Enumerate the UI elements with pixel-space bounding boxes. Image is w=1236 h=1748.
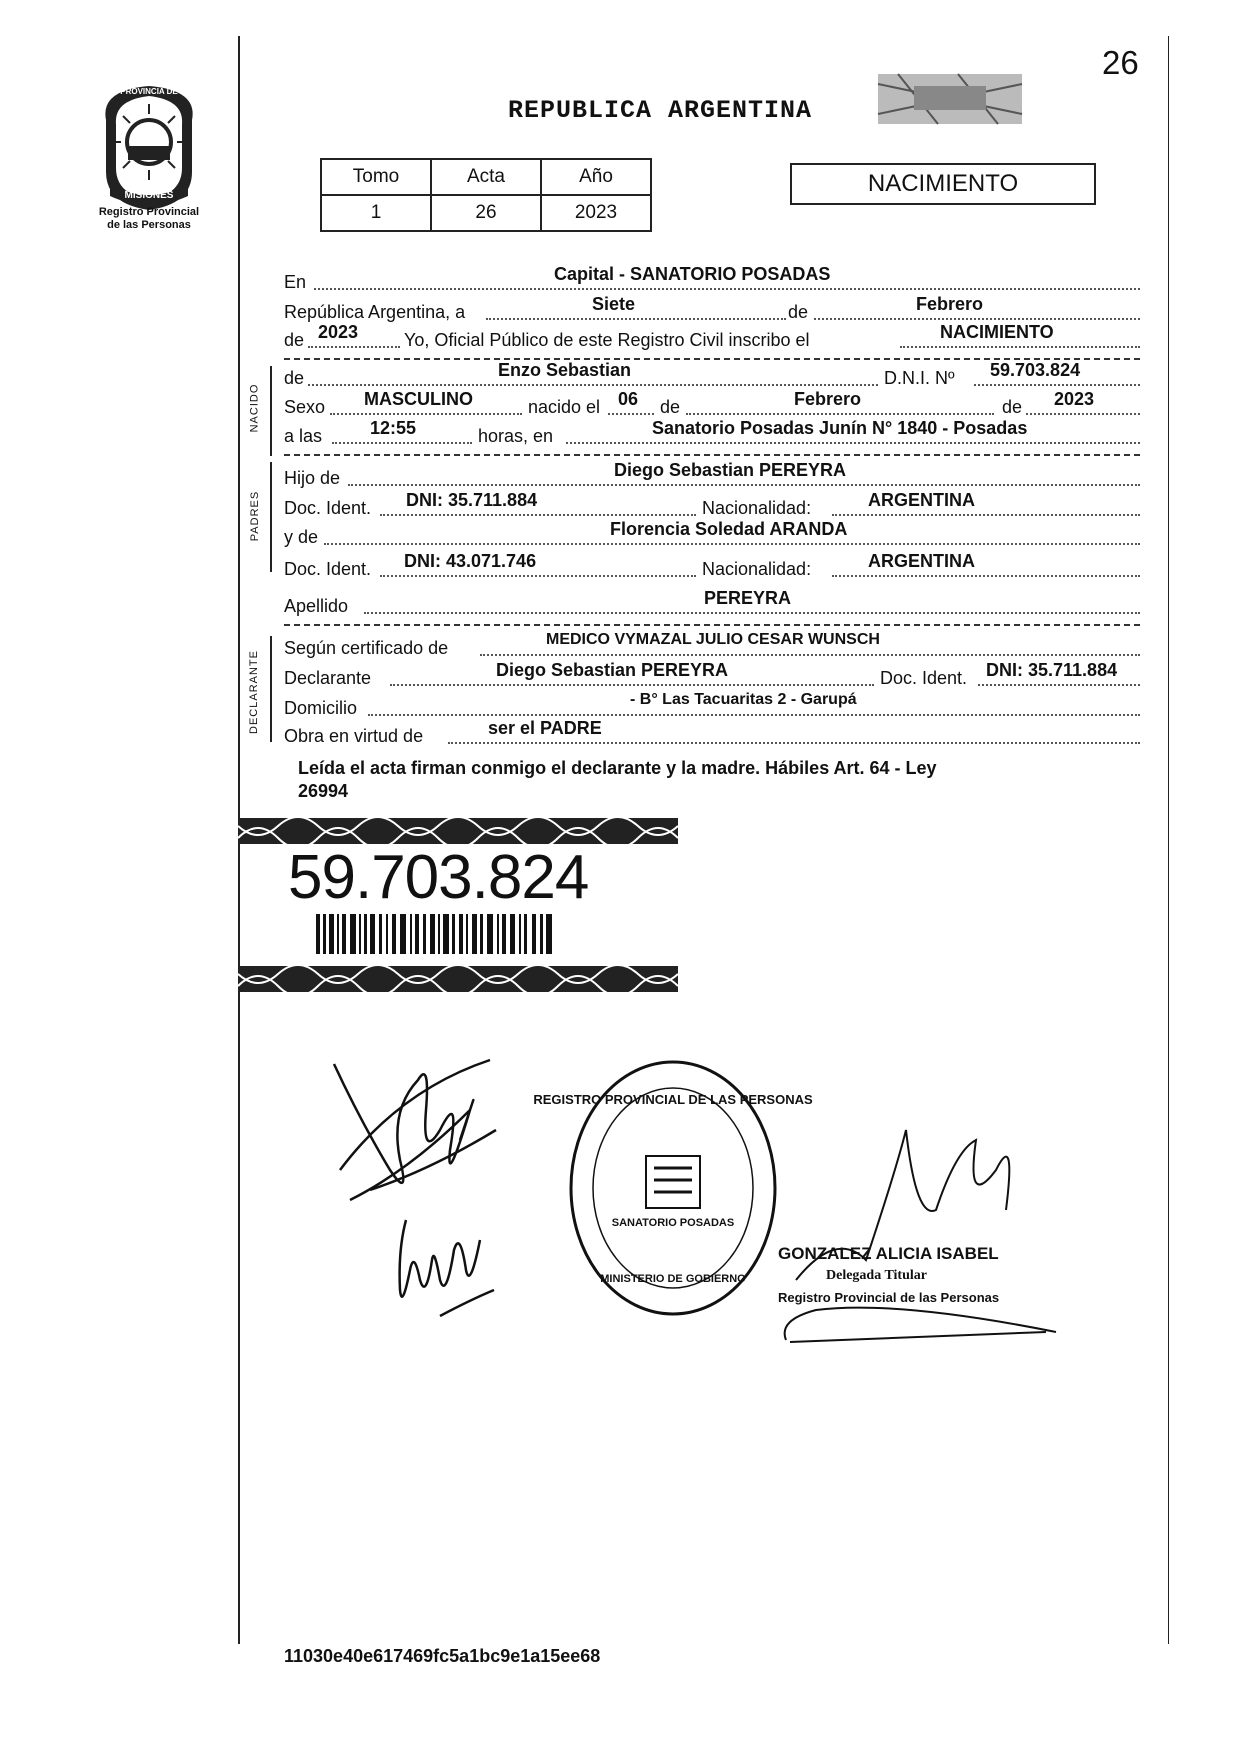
dotted-line	[332, 442, 472, 444]
right-margin-line	[1168, 36, 1169, 1644]
label-y-de: y de	[284, 527, 319, 547]
header-acta: Acta	[431, 159, 541, 195]
row-hora-lugar	[284, 418, 1140, 450]
dotted-line	[324, 543, 1140, 545]
label-de2: de	[660, 397, 681, 417]
label-nacionalidad-padre: Nacionalidad:	[702, 498, 812, 518]
dotted-line	[314, 288, 1140, 290]
label-declarante: Declarante	[284, 668, 372, 688]
dni-large: 59.703.824	[288, 843, 589, 912]
signature-declarante	[330, 1050, 500, 1210]
dotted-line	[608, 413, 654, 415]
section-bracket	[270, 636, 272, 742]
dotted-line	[486, 318, 786, 320]
document-hash: 11030e40e617469fc5a1bc9e1a15ee68	[284, 1646, 601, 1666]
row-obra	[284, 718, 1140, 750]
svg-text:MISIONES: MISIONES	[124, 190, 174, 201]
logo-caption-line2: de las Personas	[107, 219, 191, 231]
delegate-role: Delegada Titular	[826, 1268, 927, 1283]
label-de: de	[788, 302, 809, 322]
delegate-org: Registro Provincial de las Personas	[778, 1290, 1000, 1305]
value-lugar-nac: Sanatorio Posadas Junín N° 1840 - Posadas	[652, 418, 1028, 438]
label-horas-en: horas, en	[478, 426, 554, 446]
value-madre-doc: DNI: 43.071.746	[404, 551, 537, 571]
row-madre-doc	[284, 551, 1140, 583]
section-label-nacido: NACIDO	[248, 383, 261, 433]
register-header-row	[321, 159, 651, 195]
label-sexo: Sexo	[284, 397, 326, 417]
label-hijo-de: Hijo de	[284, 468, 341, 488]
svg-text:REGISTRO PROVINCIAL DE LAS PER: REGISTRO PROVINCIAL DE LAS PERSONAS	[533, 1092, 813, 1107]
label-de3: de	[1002, 397, 1023, 417]
header-anio: Año	[541, 159, 651, 195]
svg-text:MINISTERIO DE GOBIERNO: MINISTERIO DE GOBIERNO	[600, 1273, 746, 1285]
label-doc-ident-madre: Doc. Ident.	[284, 559, 372, 579]
value-apellido: PEREYRA	[704, 588, 792, 608]
row-domicilio	[284, 691, 1140, 722]
value-dia-letras: Siete	[592, 294, 636, 314]
label-nacido-el: nacido el	[528, 397, 601, 417]
svg-text:SANATORIO POSADAS: SANATORIO POSADAS	[611, 1217, 735, 1229]
dotted-line	[330, 413, 522, 415]
dotted-line	[448, 742, 1140, 744]
act-type-box: NACIMIENTO	[790, 163, 1096, 205]
barcode	[316, 914, 552, 954]
page-number: 26	[1102, 44, 1139, 81]
register-value-row	[321, 195, 651, 231]
section-label-padres: PADRES	[249, 490, 262, 542]
label-segun: Según certificado de	[284, 638, 449, 658]
value-sexo: MASCULINO	[364, 389, 473, 409]
label-dni: D.N.I. Nº	[884, 368, 955, 388]
value-anio: 2023	[541, 195, 651, 231]
value-anio-acta: 2023	[318, 322, 359, 342]
value-madre-nac: ARGENTINA	[868, 551, 975, 571]
label-a-las: a las	[284, 426, 323, 446]
label-de-name: de	[284, 368, 305, 388]
row-apellido	[284, 588, 1140, 620]
logo-caption	[60, 206, 238, 232]
value-tomo: 1	[321, 195, 431, 231]
value-declarante: Diego Sebastian PEREYRA	[496, 660, 729, 680]
value-lugar: Capital - SANATORIO POSADAS	[554, 264, 831, 284]
value-domicilio: - B° Las Tacuaritas 2 - Garupá	[630, 691, 857, 708]
value-declarante-doc: DNI: 35.711.884	[986, 660, 1118, 680]
value-mes-acta: Febrero	[916, 294, 984, 314]
label-doc-ident-padre: Doc. Ident.	[284, 498, 372, 518]
dotted-line	[832, 575, 1140, 577]
dotted-line	[900, 346, 1140, 348]
header-tomo: Tomo	[321, 159, 431, 195]
value-tipo-inscripcion: NACIMIENTO	[940, 322, 1054, 342]
label-yo: Yo, Oficial Público de este Registro Civil inscribo el	[404, 330, 810, 350]
register-table	[320, 158, 652, 232]
label-republica: República Argentina, a	[284, 302, 466, 322]
value-madre: Florencia Soledad ARANDA	[610, 519, 848, 539]
value-nombre: Enzo Sebastian	[498, 360, 632, 380]
dotted-line	[380, 575, 696, 577]
label-domicilio: Domicilio	[284, 698, 358, 718]
legal-text	[298, 757, 1138, 803]
value-padre-nac: ARGENTINA	[868, 490, 975, 510]
security-band-top	[238, 818, 678, 844]
value-padre-doc: DNI: 35.711.884	[406, 490, 538, 510]
value-certificado: MEDICO VYMAZAL JULIO CESAR WUNSCH	[546, 631, 880, 648]
label-nacionalidad-madre: Nacionalidad:	[702, 559, 812, 579]
section-bracket	[270, 366, 272, 456]
legal-text-line2: 26994	[298, 781, 349, 801]
label-en: En	[284, 272, 307, 292]
label-apellido: Apellido	[284, 596, 349, 616]
label-obra: Obra en virtud de	[284, 726, 424, 746]
label-doc-ident-decl: Doc. Ident.	[880, 668, 968, 688]
security-band-bottom	[238, 966, 678, 992]
svg-text:PROVINCIA DE: PROVINCIA DE	[120, 87, 178, 96]
label-de-year: de	[284, 330, 305, 350]
dotted-line	[308, 346, 400, 348]
legal-text-line1: Leída el acta firman conmigo el declarante y la madre. Hábiles Art. 64 - Ley	[298, 758, 937, 778]
misiones-logo	[88, 80, 210, 212]
document-title: REPUBLICA ARGENTINA	[508, 96, 813, 125]
value-obra: ser el PADRE	[488, 718, 602, 738]
security-stamp	[878, 74, 1022, 124]
dotted-line	[1026, 413, 1140, 415]
value-acta: 26	[431, 195, 541, 231]
section-bracket	[270, 462, 272, 572]
dotted-line	[364, 612, 1140, 614]
value-mes-nac: Febrero	[794, 389, 862, 409]
dotted-line	[978, 684, 1140, 686]
dotted-line	[566, 442, 1140, 444]
logo-caption-line1: Registro Provincial	[98, 206, 200, 218]
signature-madre	[390, 1210, 510, 1320]
value-dni-nacido: 59.703.824	[990, 360, 1081, 380]
value-anio-nac: 2023	[1054, 389, 1095, 409]
delegate-name: GONZALEZ ALICIA ISABEL	[778, 1244, 999, 1263]
value-hora: 12:55	[370, 418, 417, 438]
row-lugar	[284, 264, 1140, 296]
dotted-line	[832, 514, 1140, 516]
dotted-line	[368, 714, 1140, 716]
signature-delegada	[776, 1110, 1046, 1360]
row-inscripcion	[284, 322, 1140, 354]
section-label-declarante: DECLARANTE	[247, 650, 260, 734]
official-seal	[533, 1056, 813, 1320]
value-dia-nac: 06	[618, 389, 639, 409]
value-padre: Diego Sebastian PEREYRA	[614, 460, 847, 480]
